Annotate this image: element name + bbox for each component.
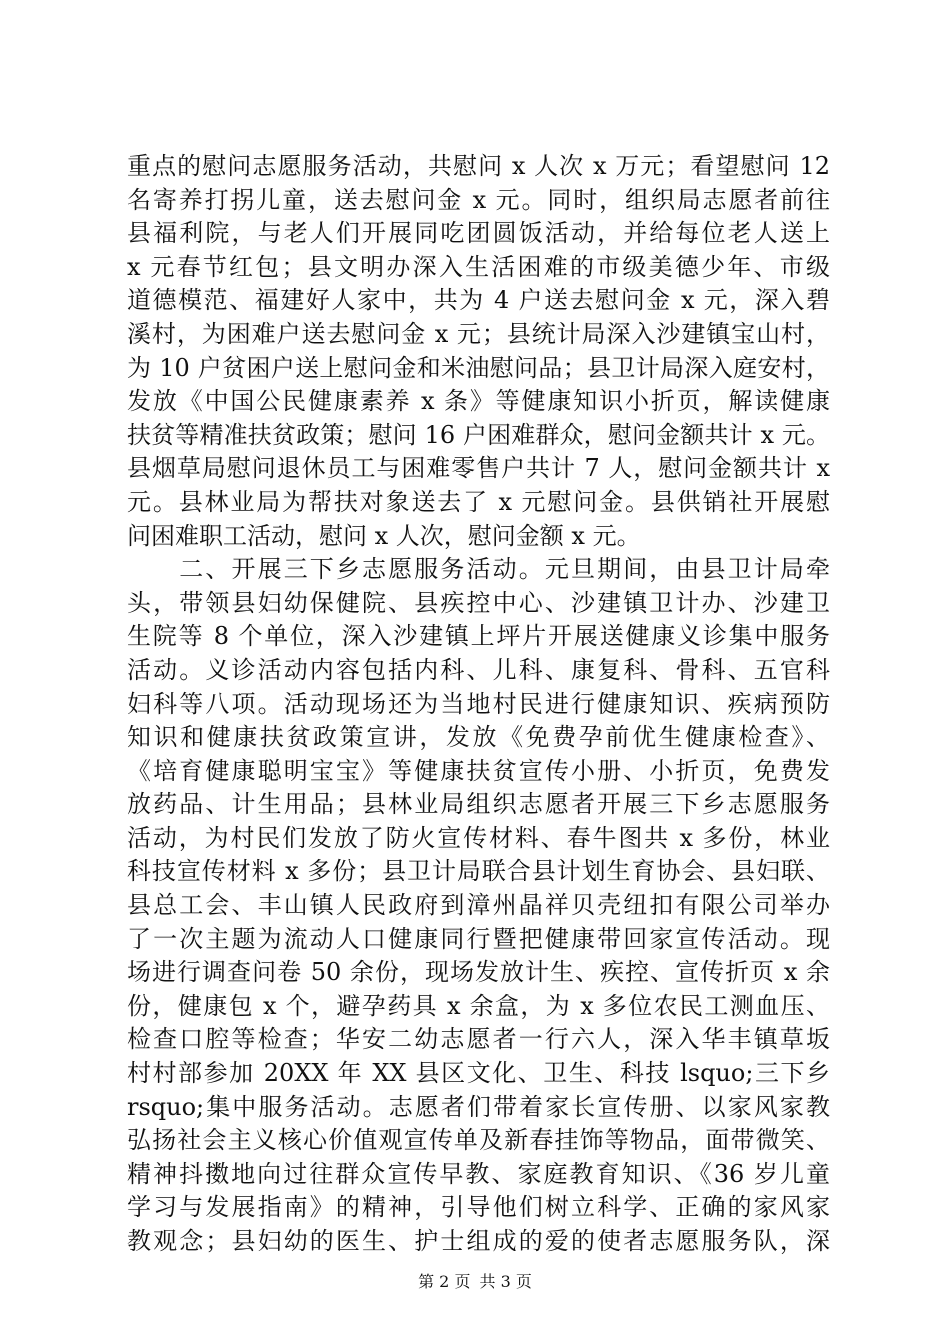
- text-line: 县福利院，与老人们开展同吃团圆饭活动，并给每位老人送上: [127, 219, 830, 248]
- page-footer: [0, 1270, 950, 1294]
- text-line: 村村部参加 20XX 年 XX 县区文化、卫生、科技 lsquo;三下乡: [127, 1059, 830, 1088]
- text-line: 头，带领县妇幼保健院、县疾控中心、沙建镇卫计办、沙建卫: [127, 588, 830, 617]
- text-line: 溪村，为困难户送去慰问金 x 元；县统计局深入沙建镇宝山村，: [127, 319, 830, 348]
- text-line: 县烟草局慰问退休员工与困难零售户共计 7 人，慰问金额共计 x: [127, 454, 830, 483]
- text-line: 二、开展三下乡志愿服务活动。元旦期间，由县卫计局牵: [127, 555, 830, 584]
- text-line: 科技宣传材料 x 多份；县卫计局联合县计划生育协会、县妇联、: [127, 857, 830, 886]
- text-line: 县总工会、丰山镇人民政府到漳州晶祥贝壳纽扣有限公司举办: [127, 891, 830, 920]
- text-line: 精神抖擞地向过往群众宣传早教、家庭教育知识、《36 岁儿童: [127, 1159, 830, 1188]
- text-line: 重点的慰问志愿服务活动，共慰问 x 人次 x 万元；看望慰问 12: [127, 152, 830, 180]
- text-line: 妇科等八项。活动现场还为当地村民进行健康知识、疾病预防: [127, 689, 830, 718]
- page-number: 第 2 页: [418, 1272, 471, 1291]
- text-line: 份，健康包 x 个，避孕药具 x 余盒，为 x 多位农民工测血压、: [127, 991, 830, 1020]
- text-line: 道德模范、福建好人家中，共为 4 户送去慰问金 x 元，深入碧: [127, 286, 830, 315]
- text-line: 放药品、计生用品；县林业局组织志愿者开展三下乡志愿服务: [127, 790, 830, 819]
- text-line: 为 10 户贫困户送上慰问金和米油慰问品；县卫计局深入庭安村，: [127, 353, 830, 382]
- text-line: 了一次主题为流动人口健康同行暨把健康带回家宣传活动。现: [127, 924, 830, 953]
- document-body: [127, 150, 830, 1259]
- text-line: 《培育健康聪明宝宝》等健康扶贫宣传小册、小折页，免费发: [127, 756, 830, 785]
- text-line: 问困难职工活动，慰问 x 人次，慰问金额 x 元。: [127, 521, 641, 550]
- text-line: 教观念；县妇幼的医生、护士组成的爱的使者志愿服务队，深: [127, 1227, 830, 1255]
- page-total: 共 3 页: [479, 1272, 532, 1291]
- text-line: 发放《中国公民健康素养 x 条》等健康知识小折页，解读健康: [127, 387, 830, 416]
- text-line: x 元春节红包；县文明办深入生活困难的市级美德少年、市级: [127, 252, 830, 281]
- text-line: 活动。义诊活动内容包括内科、儿科、康复科、骨科、五官科: [127, 655, 830, 684]
- text-line: 知识和健康扶贫政策宣讲，发放《免费孕前优生健康检查》、: [127, 723, 830, 752]
- text-line: 名寄养打拐儿童，送去慰问金 x 元。同时，组织局志愿者前往: [127, 185, 830, 214]
- text-line: 生院等 8 个单位，深入沙建镇上坪片开展送健康义诊集中服务: [127, 622, 830, 651]
- text-line: 场进行调查问卷 50 余份，现场发放计生、疾控、宣传折页 x 余: [127, 958, 830, 987]
- text-line: 学习与发展指南》的精神，引导他们树立科学、正确的家风家: [127, 1193, 830, 1222]
- text-line: 弘扬社会主义核心价值观宣传单及新春挂饰等物品，面带微笑、: [127, 1126, 830, 1155]
- text-line: 活动，为村民们发放了防火宣传材料、春牛图共 x 多份，林业: [127, 823, 830, 852]
- text-line: 元。县林业局为帮扶对象送去了 x 元慰问金。县供销社开展慰: [127, 487, 830, 516]
- text-line: 检查口腔等检查；华安二幼志愿者一行六人，深入华丰镇草坂: [127, 1025, 830, 1054]
- text-line: rsquo;集中服务活动。志愿者们带着家长宣传册、以家风家教: [127, 1092, 830, 1121]
- text-line: 扶贫等精准扶贫政策；慰问 16 户困难群众，慰问金额共计 x 元。: [127, 420, 830, 449]
